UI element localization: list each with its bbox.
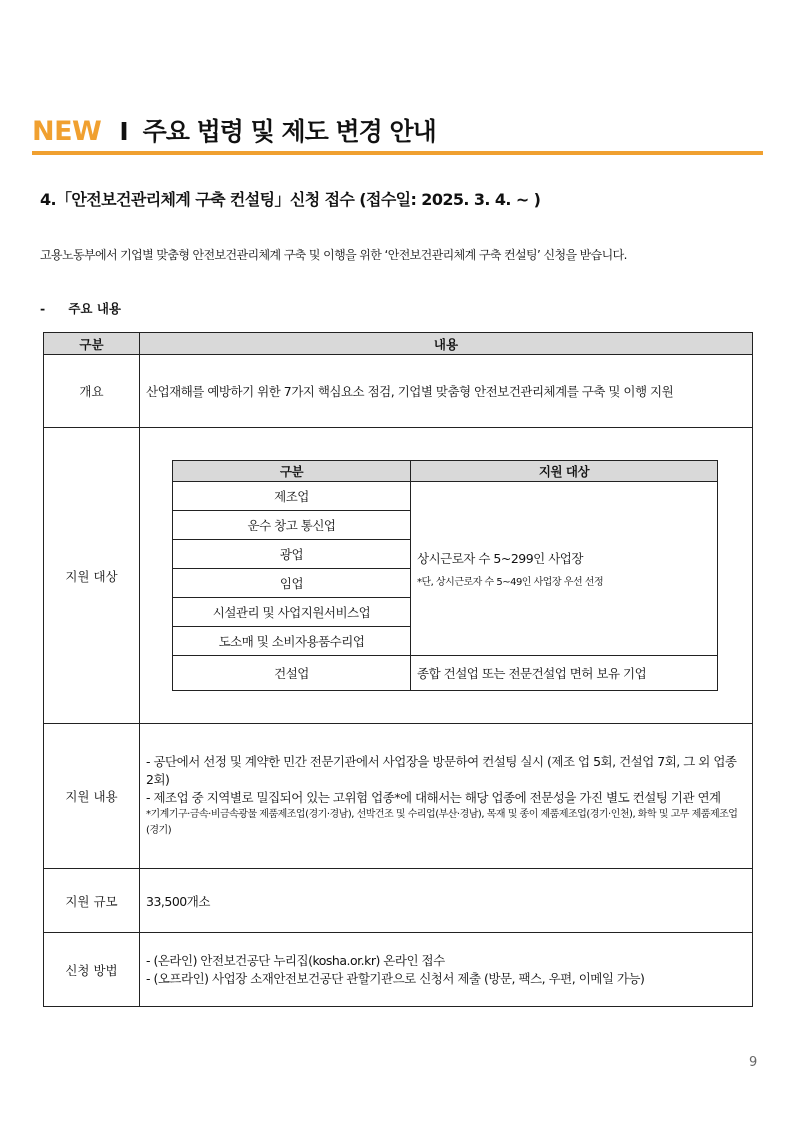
inner-header-target: 지원 대상 [411, 461, 718, 482]
construction-row [173, 656, 718, 691]
scale-label: 지원 규모 [44, 869, 140, 933]
industry-cell: 광업 [173, 540, 411, 569]
apply-content [140, 933, 753, 1007]
page-header [32, 112, 762, 148]
apply-row [44, 933, 753, 1007]
group-target-cell [411, 482, 718, 656]
industry-cell: 도소매 및 소비자용품수리업 [173, 627, 411, 656]
apply-line-online: - (온라인) 안전보건공단 누리집(kosha.or.kr) 온라인 접수 [146, 952, 445, 968]
main-table-header-row [44, 333, 753, 355]
inner-target-table [172, 460, 718, 691]
construction-industry: 건설업 [173, 656, 411, 691]
support-note: *기계기구·금속·비금속광물 제품제조업(경기·경남), 선박건조 및 수리업(부산·경남), 목재 및 종이 제품제조업(경기·인천), 화학 및 고무 제품제조업(경기) [146, 809, 738, 836]
apply-line-offline: - (오프라인) 사업장 소재안전보건공단 관할기관으로 신청서 제출 (방문, 팩스, 우편, 이메일 가능) [146, 970, 645, 986]
target-label: 지원 대상 [44, 428, 140, 724]
new-badge: NEW [32, 116, 102, 147]
bullet-label: 주요 내용 [68, 301, 122, 316]
industry-cell: 시설관리 및 사업지원서비스업 [173, 598, 411, 627]
intro-text: 고용노동부에서 기업별 맞춤형 안전보건관리체계 구축 및 이행을 위한 ‘안전보건관리체계 구축 컨설팅’ 신청을 받습니다. [40, 248, 627, 262]
inner-header-row [173, 461, 718, 482]
industry-cell: 운수 창고 통신업 [173, 511, 411, 540]
inner-header-category: 구분 [173, 461, 411, 482]
overview-label: 개요 [44, 355, 140, 428]
section-title: 4.「안전보건관리체계 구축 컨설팅」신청 접수 (접수일: 2025. 3. 4. ~ ) [40, 190, 541, 209]
apply-label: 신청 방법 [44, 933, 140, 1007]
header-rule [32, 151, 763, 155]
support-row [44, 724, 753, 869]
support-label: 지원 내용 [44, 724, 140, 869]
header-content: 내용 [140, 333, 753, 355]
group-target-main: 상시근로자 수 5~299인 사업장 [417, 551, 583, 566]
support-line-1: - 공단에서 선정 및 계약한 민간 전문기관에서 사업장을 방문하여 컨설팅 실시 (제조 업 5회, 건설업 7회, 그 외 업종 2회) [146, 754, 737, 787]
target-content [140, 428, 753, 724]
main-table [43, 332, 753, 1007]
bullet-heading [40, 299, 121, 317]
title-separator: I [119, 117, 129, 146]
header-category: 구분 [44, 333, 140, 355]
title-row [32, 112, 762, 148]
group-target-note: *단, 상시근로자 수 5~49인 사업장 우선 선정 [417, 577, 604, 588]
page-title: 주요 법령 및 제도 변경 안내 [142, 117, 436, 146]
industry-cell: 제조업 [173, 482, 411, 511]
page-number: 9 [749, 1055, 758, 1070]
industry-cell: 임업 [173, 569, 411, 598]
target-row [44, 428, 753, 724]
construction-target: 종합 건설업 또는 전문건설업 면허 보유 기업 [411, 656, 718, 691]
support-content [140, 724, 753, 869]
bullet-dash: - [40, 301, 46, 316]
overview-row [44, 355, 753, 428]
overview-text: 산업재해를 예방하기 위한 7가지 핵심요소 점검, 기업별 맞춤형 안전보건관리체계를 구축 및 이행 지원 [140, 355, 753, 428]
industry-row [173, 482, 718, 511]
scale-text: 33,500개소 [140, 869, 753, 933]
scale-row [44, 869, 753, 933]
support-line-2: - 제조업 중 지역별로 밀집되어 있는 고위험 업종*에 대해서는 해당 업종에 전문성을 가진 별도 컨설팅 기관 연계 [146, 790, 721, 805]
